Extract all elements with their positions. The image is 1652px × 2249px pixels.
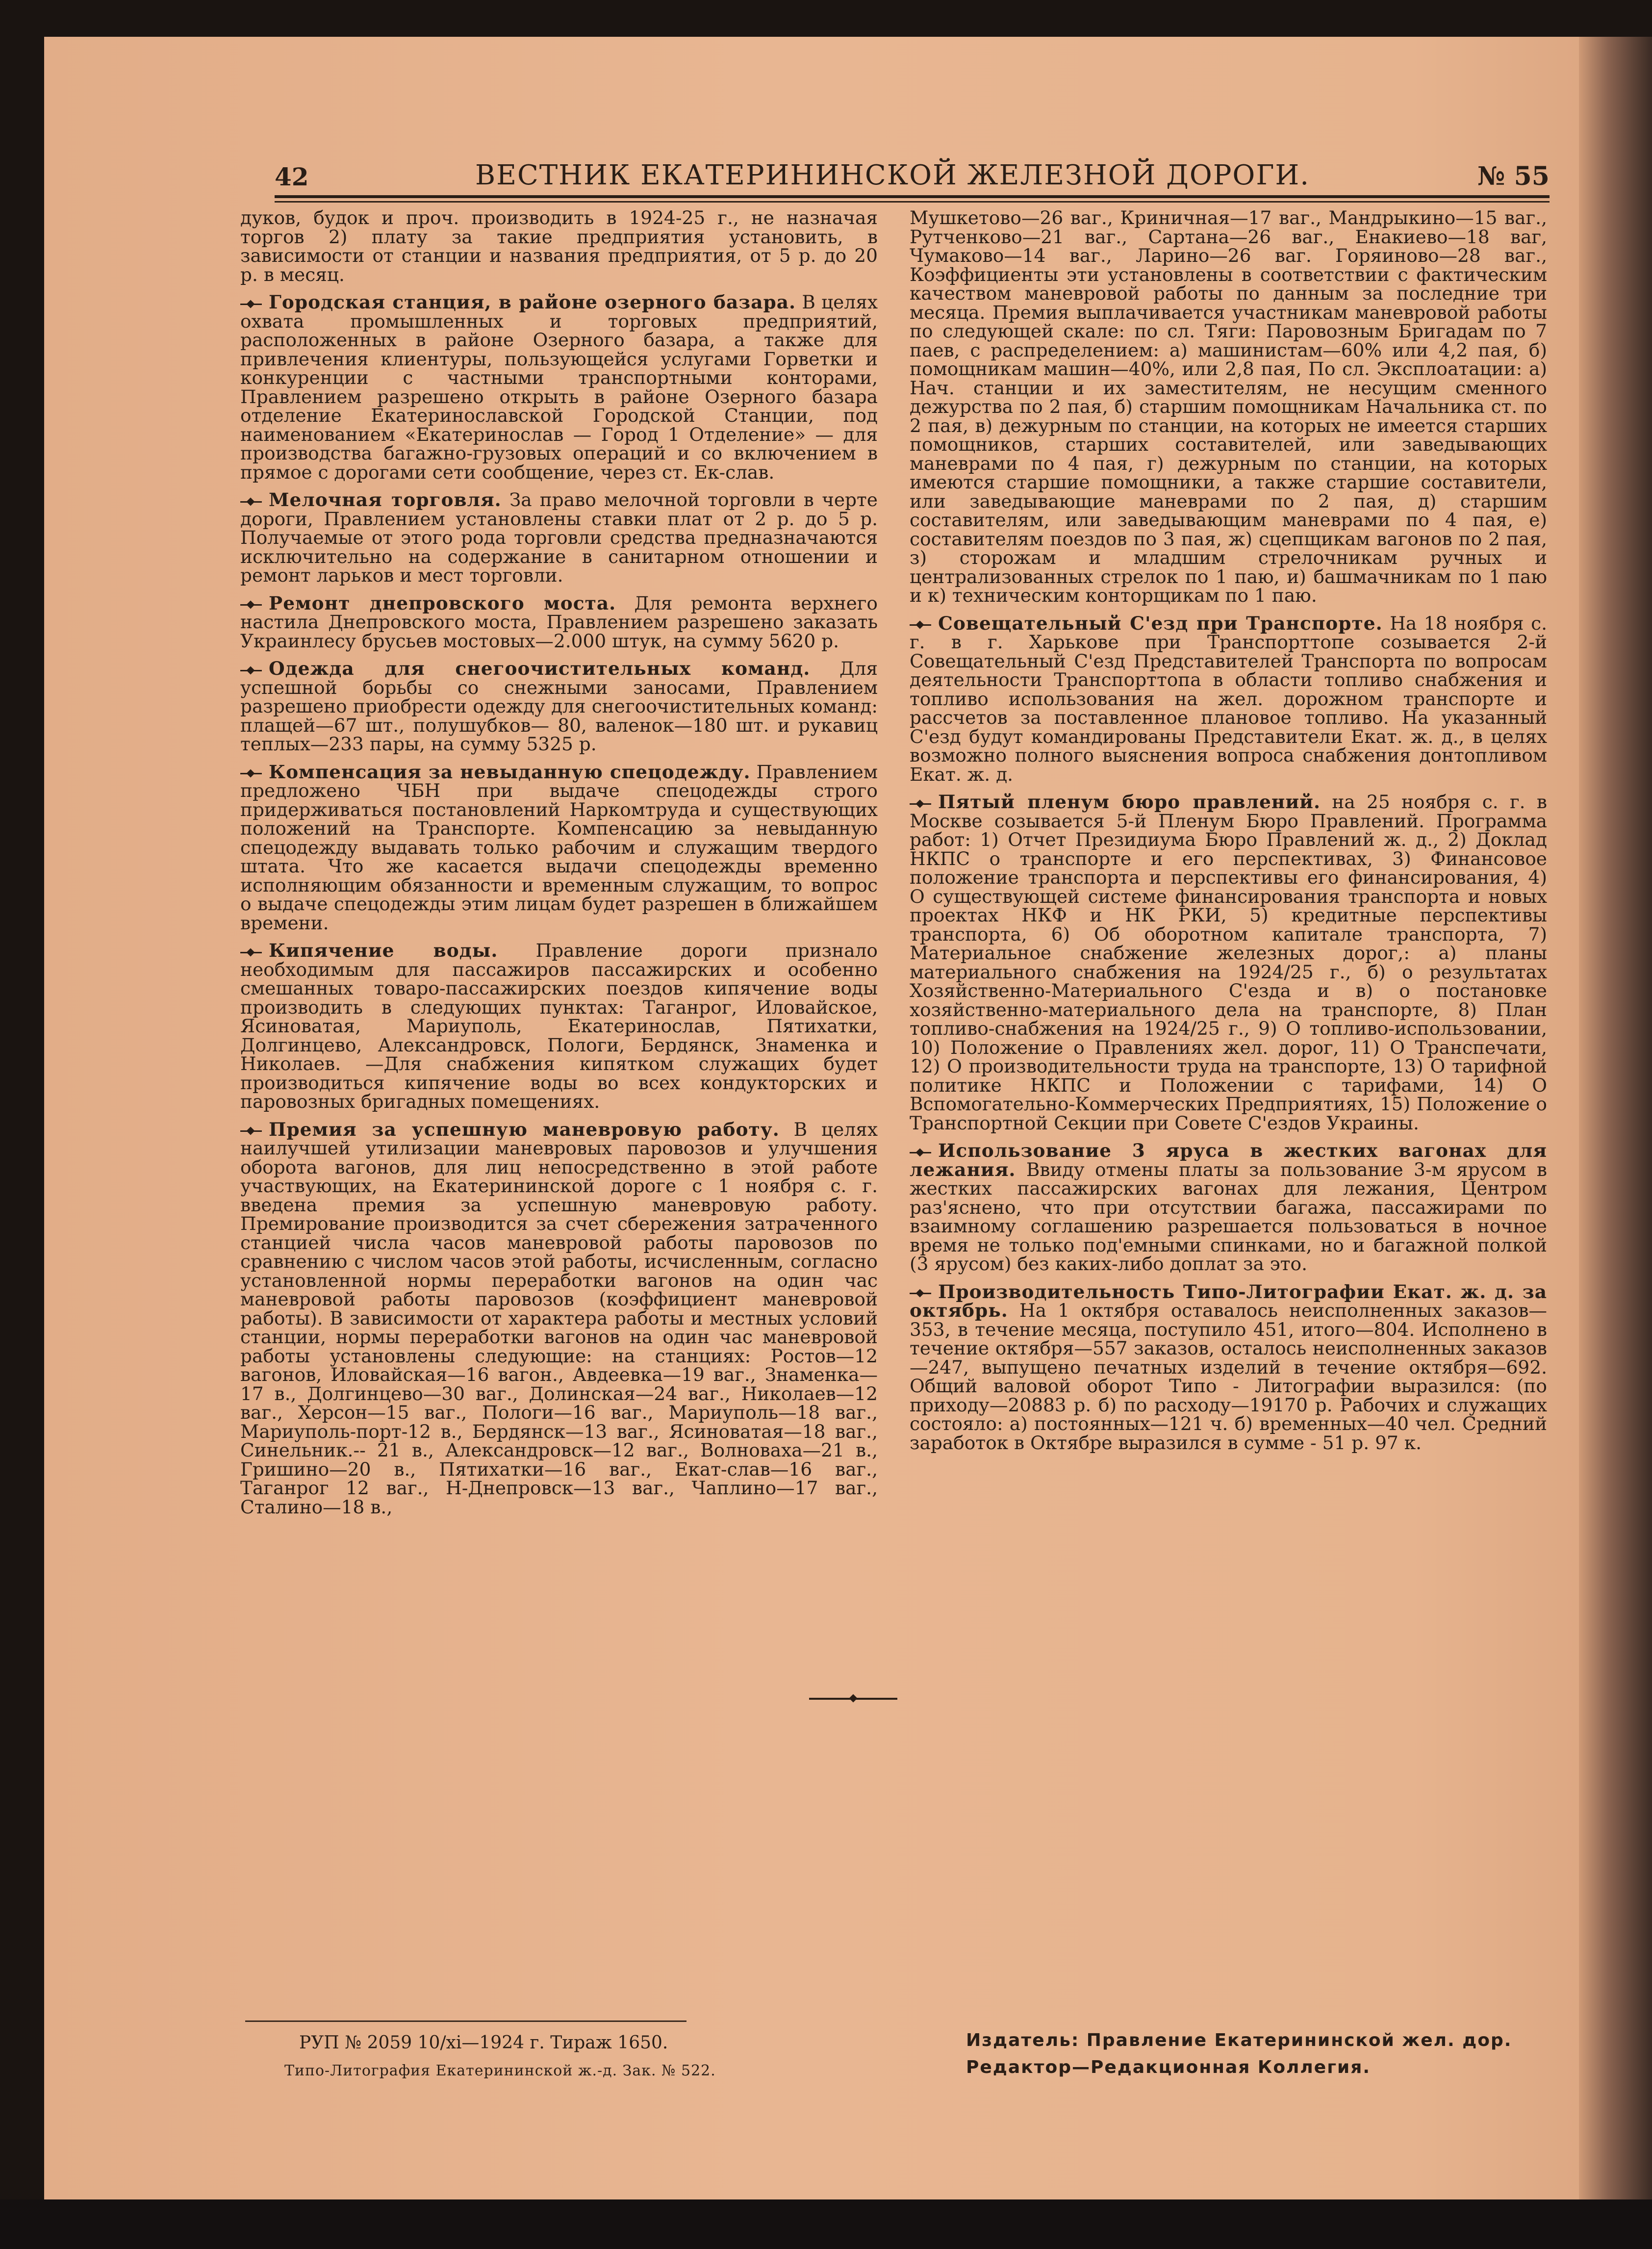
- article-snow-clothing: [240, 659, 878, 754]
- article-body: Правление дороги признало необходимым для пассажиров пассажирских и особенно смешанных товаро-пассажирских поездов кипячение воды производить в следующих пунктах: Таганрог, Иловайское, Ясиноватая, Мариуполь, Екатеринослав, Пятихатки, Долгинцево, Александровск, Пологи, Бердянск, Знаменка и Николаев. —Для снабжения кипятком служащих будет производиться кипячение воды во всех кондукторских и паровозных бригадных помещениях.: [240, 940, 878, 1112]
- page-header: [275, 147, 1550, 198]
- article-compensation: [240, 763, 878, 933]
- article-heading: Премия за успешную маневровую работу.: [269, 1118, 780, 1140]
- ornament-icon: [240, 667, 262, 674]
- page-number: 42: [275, 162, 309, 191]
- issue-number: № 55: [1477, 161, 1550, 191]
- scan-bottom-band: [0, 2199, 1652, 2249]
- ornament-icon: [240, 770, 262, 777]
- article-bridge-repair: [240, 594, 878, 651]
- ornament-icon: [240, 1127, 262, 1134]
- article-body: Для успешной борьбы со снежными заносами, Правлением разрешено приобрести одежду для снегоочистительных команд: плащей—67 шт., полушубков— 80, валенок—180 шт. и рукавиц теплых—233 пары, на сумму 5325 р.: [240, 658, 878, 755]
- article-continuation: дуков, будок и проч. производить в 1924-25 г., не назначая торгов 2) плату за такие предприятия установить, в зависимости от станции и названия предприятия, от 5 р. до 20 р. в месяц.: [240, 207, 878, 285]
- end-divider: [809, 1698, 897, 1700]
- ornament-icon: [910, 1290, 931, 1297]
- ornament-icon: [240, 949, 262, 956]
- footer-rule: [245, 2020, 686, 2022]
- ornament-icon: [910, 621, 931, 628]
- journal-title: ВЕСТНИК ЕКАТЕРИНИНСКОЙ ЖЕЛЕЗНОЙ ДОРОГИ.: [475, 159, 1310, 191]
- article-body: На 1 октября оставалось неисполненных заказов—353, в течение месяца, поступило 451, итого—804. Исполнено в течение октября—557 заказов, осталось неисполненных заказов—247, выпущено печатных изделий в течение октября—692. Общий валовой оборот Типо - Литографии выразился: (по приходу—20883 р. б) по расходу—19170 р. Рабочих и служащих состояло: а) постоянных—121 ч. б) временных—40 чел. Средний заработок в Октябре выразился в сумме - 51 р. 97 к.: [910, 1300, 1548, 1454]
- ornament-icon: [240, 498, 262, 505]
- article-heading: Использование 3 яруса в жестких вагонах для лежания.: [910, 1140, 1547, 1180]
- article-heading: Городская станция, в районе озерного базара.: [269, 291, 796, 313]
- article-city-station: [240, 293, 878, 482]
- article-heading: Пятый пленум бюро правлений.: [938, 791, 1321, 813]
- ornament-icon: [240, 601, 262, 608]
- article-heading: Одежда для снегоочистительных команд.: [269, 658, 811, 679]
- article-body: На 18 ноября с. г. в г. Харькове при Транспорттопе созывается 2-й Совещательный С'езд Представителей Транспорта по вопросам деятельности Транспорттопа в области топливо снабжения и топливо использования на жел. дорожном транспорте и рассчетов за поставленное плановое топливо. На указанный С'езд будут командированы Представители Екат. ж. д., в целях возможно полного выяснения вопроса снабжения донтопливом Екат. ж. д.: [910, 612, 1547, 785]
- article-heading: Мелочная торговля.: [269, 489, 502, 511]
- article-body: В целях наилучшей утилизации маневровых паровозов и улучшения оборота вагонов, для лиц непосредственно в этой работе участвующих, на Екатерининской дороге с 1 ноября с. г. введена премия за успешную маневровую работу. Премирование производится за счет сбережения затраченного станцией числа часов маневровой работы паровозов по сравнению с числом часов этой работы, исчисленным, согласно установленной нормы переработки вагонов на один час маневровой работы паровозов (коэффициент маневровой работы). В зависимости от характера работы и местных условий станции, нормы переработки вагонов на один час маневровой работы установлены следующие: на станциях: Ростов—12 вагонов, Иловайская—16 вагон., Авдеевка—19 ваг., Знаменка—17 в., Долгинцево—30 ваг., Долинская—24 ваг., Николаев—12 ваг., Херсон—15 ваг., Пологи—16 ваг., Мариуполь—18 ваг., Мариуполь-порт-12 в., Бердянск—13 ваг., Ясиноватая—18 ваг., Синельник.-- 21 в., Александровск—12 ваг., Волноваха—21 в., Гришино—20 в., Пятихатки—16 ваг., Екат-слав—16 ваг., Таганрог 12 ваг., Н-Днепровск—13 ваг., Чаплино—17 ваг., Сталино—18 в.,: [240, 1118, 878, 1518]
- article-body: Для ремонта верхнего настила Днепровского моста, Правлением разрешено заказать Украинлесу брусьев мостовых—2.000 штук, на сумму 5620 р.: [240, 592, 878, 652]
- article-small-trade: [240, 490, 878, 585]
- article-third-tier: [910, 1141, 1547, 1274]
- print-info: РУП № 2059 10/xi—1924 г. Тираж 1650.: [299, 2033, 668, 2053]
- article-continuation: Мушкетово—26 ваг., Криничная—17 ваг., Мандрыкино—15 ваг., Рутченково—21 ваг., Сартана—26 ваг., Енакиево—18 ваг, Чумаково—14 ваг., Ларино—26 ваг. Горяиново—28 ваг., Коэффициенты эти установлены в соответствии с фактическим качеством маневровой работы по данным за последние три месяца. Премия выплачивается участникам маневровой работы по следующей скале: по сл. Тяги: Паровозным Бригадам по 7 паев, с распределением: а) машинистам—60% или 4,2 пая, б) помощникам машин—40%, или 2,8 пая, По сл. Эксплоатации: а) Нач. станции и их заместителям, не несущим сменного дежурства по 2 пая, б) старшим помощникам Начальника ст. по 2 пая, в) дежурным по станции, на которых не имеется старших помощников, старших составителей, или заведывающих маневрами по 4 пая, г) дежурным по станции, на которых имеются старшие помощники, а также старшие составители, или заведывающие маневрами по 2 пая, д) старшим составителям, или заведывающим маневрами по 4 пая, е) составителям поездов по 3 пая, ж) сцепщикам вагонов по 2 пая, з) сторожам и младшим стрелочникам ручных и централизованных стрелок по 1 паю, и) башмачникам по 1 паю и к) техническим конторщикам по 1 паю.: [910, 207, 1547, 606]
- article-body: Ввиду отмены платы за пользование 3-м ярусом в жестких пассажирских вагонах для лежания, Центром раз'яснено, что при отсутствии багажа, пассажирами по взаимному соглашению разрешается пользоваться в ночное время не только под'емными спинками, но и багажной полкой (3 ярусом) без каких-либо доплат за это.: [910, 1158, 1547, 1275]
- page-edge-shadow: [1579, 37, 1652, 2199]
- article-heading: Кипячение воды.: [269, 940, 498, 961]
- ornament-icon: [240, 301, 262, 307]
- left-column: [240, 208, 878, 1525]
- article-shunting-bonus: [240, 1120, 878, 1517]
- right-column: [910, 208, 1547, 1461]
- article-body: на 25 ноября с. г. в Москве созывается 5-й Пленум Бюро Правлений. Программа работ: 1) Отчет Президиума Бюро Правлений ж. д., 2) Доклад НКПС о транспорте и его перспективах, 3) Финансовое положение транспорта и перспективы его финансирования, 4) О существующей системе финансирования транспорта и новых проектах НКФ и НК РКИ, 5) кредитные перспективы транспорта, 6) Об оборотном капитале транспорта, 7) Материальное снабжение железных дорог,: а) планы материального снабжения на 1924/25 г., б) о результатах Хозяйственно-Материального С'езда и в) о постановке хозяйственно-материального дела на транспорте, 8) План топливо-снабжения на 1924/25 г., 9) О топливо-использовании, 10) Положение о Правлениях жел. дорог, 11) О Транспечати, 12) О производительности труда на транспорте, 13) О тарифной политике НКПС и Положении с тарифами, 14) О Вспомогательно-Коммерческих Предприятиях, 15) Положение о Транспортной Секции при Совете С'ездов Украины.: [910, 791, 1547, 1134]
- editor: Редактор—Редакционная Коллегия.: [966, 2057, 1371, 2077]
- header-rule: [275, 201, 1550, 203]
- article-printshop: [910, 1282, 1547, 1453]
- article-heading: Производительность Типо-Литографии Екат. ж. д. за октябрь.: [910, 1280, 1547, 1321]
- ornament-icon: [910, 800, 931, 807]
- article-heading: Совещательный С'езд при Транспорте.: [938, 612, 1383, 634]
- article-body: За право мелочной торговли в черте дороги, Правлением установлены ставки плат от 2 р. до 5 р. Получаемые от этого рода торговли средства предназначаются исключительно на содержание в санитарном отношении и ремонт ларьков и мест торговли.: [240, 489, 878, 586]
- article-body: Правлением предложено ЧБН при выдаче спецодежды строго придерживаться постановлений Наркомтруда и существующих положений на Транспорте. Компенсацию за невыданную спецодежду выдавать только рабочим и служащим твердого штата. Что же касается выдачи спецодежды временно исполняющим обязанности и временным служащим, то вопрос о выдаче спецодежды этим лицам будет разрешен в ближайшем времени.: [240, 761, 878, 934]
- publisher: Издатель: Правление Екатерининской жел. дор.: [966, 2030, 1512, 2050]
- article-plenum: [910, 792, 1547, 1132]
- ornament-icon: [910, 1149, 931, 1156]
- article-water-boiling: [240, 941, 878, 1111]
- article-heading: Компенсация за невыданную спецодежду.: [269, 761, 751, 783]
- printshop-info: Типо-Литография Екатерининской ж.-д. Зак. № 522.: [284, 2062, 716, 2079]
- article-congress: [910, 614, 1547, 784]
- article-body: В целях охвата промышленных и торговых предприятий, расположенных в районе Озерного базара, а также для привлечения клиентуры, пользующейся услугами Горветки и конкуренции с частными транспортными конторами, Правлением разрешено открыть в районе Озерного базара отделение Екатеринославской Городской Станции, под наименованием «Екатеринослав — Город 1 Отделение» — для производства багажно-грузовых операций и со включением в прямое с дорогами сети сообщение, через ст. Ек-слав.: [240, 291, 878, 483]
- article-heading: Ремонт днепровского моста.: [269, 592, 616, 614]
